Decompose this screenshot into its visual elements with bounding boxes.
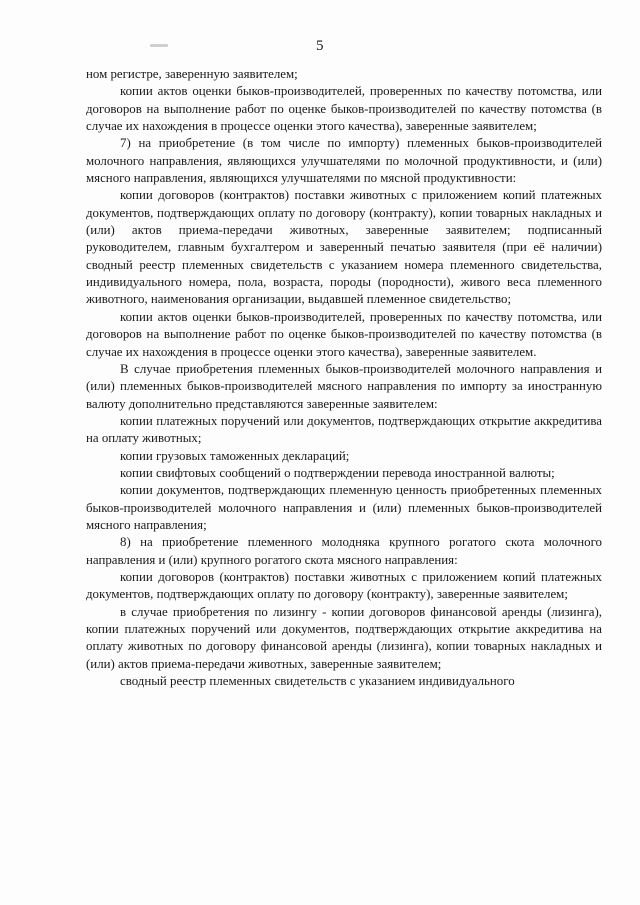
paragraph: сводный реестр племенных свидетельств с указанием индивидуального — [120, 674, 515, 689]
paragraph: В случае приобретения племенных быков-производителей молочного направления и (или) племенных быков-производителей мясного направления по импорту за иностранную валюту дополнительно представляются заверенные заявителем: — [86, 361, 602, 411]
page-number: 5 — [316, 38, 324, 54]
paragraph: копии грузовых таможенных деклараций; — [120, 448, 350, 463]
document-body — [86, 66, 602, 690]
paragraph: в случае приобретения по лизингу - копии договоров финансовой аренды (лизинга), копии платежных поручений или документов, подтверждающих открытие аккредитива на оплату животных по договору финансовой аренды (лизинга), копии товарных накладных и (или) актов приема-передачи животных, заверенные заявителем; — [86, 604, 602, 671]
paragraph-item-7: 7) на приобретение (в том числе по импорту) племенных быков-производителей молочного направления, являющихся улучшателями по молочной продуктивности, и (или) мясного направления, являющихся улучшателями по мясной продуктивности: — [86, 136, 602, 186]
paragraph: копии актов оценки быков-производителей, проверенных по качеству потомства, или договоров на выполнение работ по оценке быков-производителей по качеству потомства (в случае их нахождения в процессе оценки этого качества), заверенные заявителем; — [86, 84, 602, 134]
paragraph: копии договоров (контрактов) поставки животных с приложением копий платежных документов, подтверждающих оплату по договору (контракту), заверенные заявителем; — [86, 569, 602, 602]
paragraph: копии актов оценки быков-производителей, проверенных по качеству потомства, или договоров на выполнение работ по оценке быков-производителей по качеству потомства (в случае их нахождения в процессе оценки этого качества), заверенные заявителем. — [86, 309, 602, 359]
paragraph: копии свифтовых сообщений о подтверждении перевода иностранной валюты; — [120, 465, 555, 480]
paragraph: копии документов, подтверждающих племенную ценность приобретенных племенных быков-производителей молочного направления и (или) племенных быков-производителей мясного направления; — [86, 483, 602, 532]
paragraph-item-8: 8) на приобретение племенного молодняка крупного рогатого скота молочного направления и (или) крупного рогатого скота мясного направления: — [86, 535, 602, 567]
paragraph: копии договоров (контрактов) поставки животных с приложением копий платежных документов, подтверждающих оплату по договору (контракту), копии товарных накладных и (или) актов приема-передачи животных, заверенные заявителем; подписанный руководителем, главным бухгалтером и заверенный печатью заявителя (при её наличии) сводный реестр племенных свидетельств с указанием номера племенного свидетельства, индивидуального номера, пола, возраста, породы (породности), живого веса племенного животного, наименования организации, выдавшей племенное свидетельство; — [86, 188, 602, 307]
paragraph: копии платежных поручений или документов, подтверждающих открытие аккредитива на оплату животных; — [86, 413, 602, 446]
paragraph-continuation: ном регистре, заверенную заявителем; — [86, 67, 298, 81]
